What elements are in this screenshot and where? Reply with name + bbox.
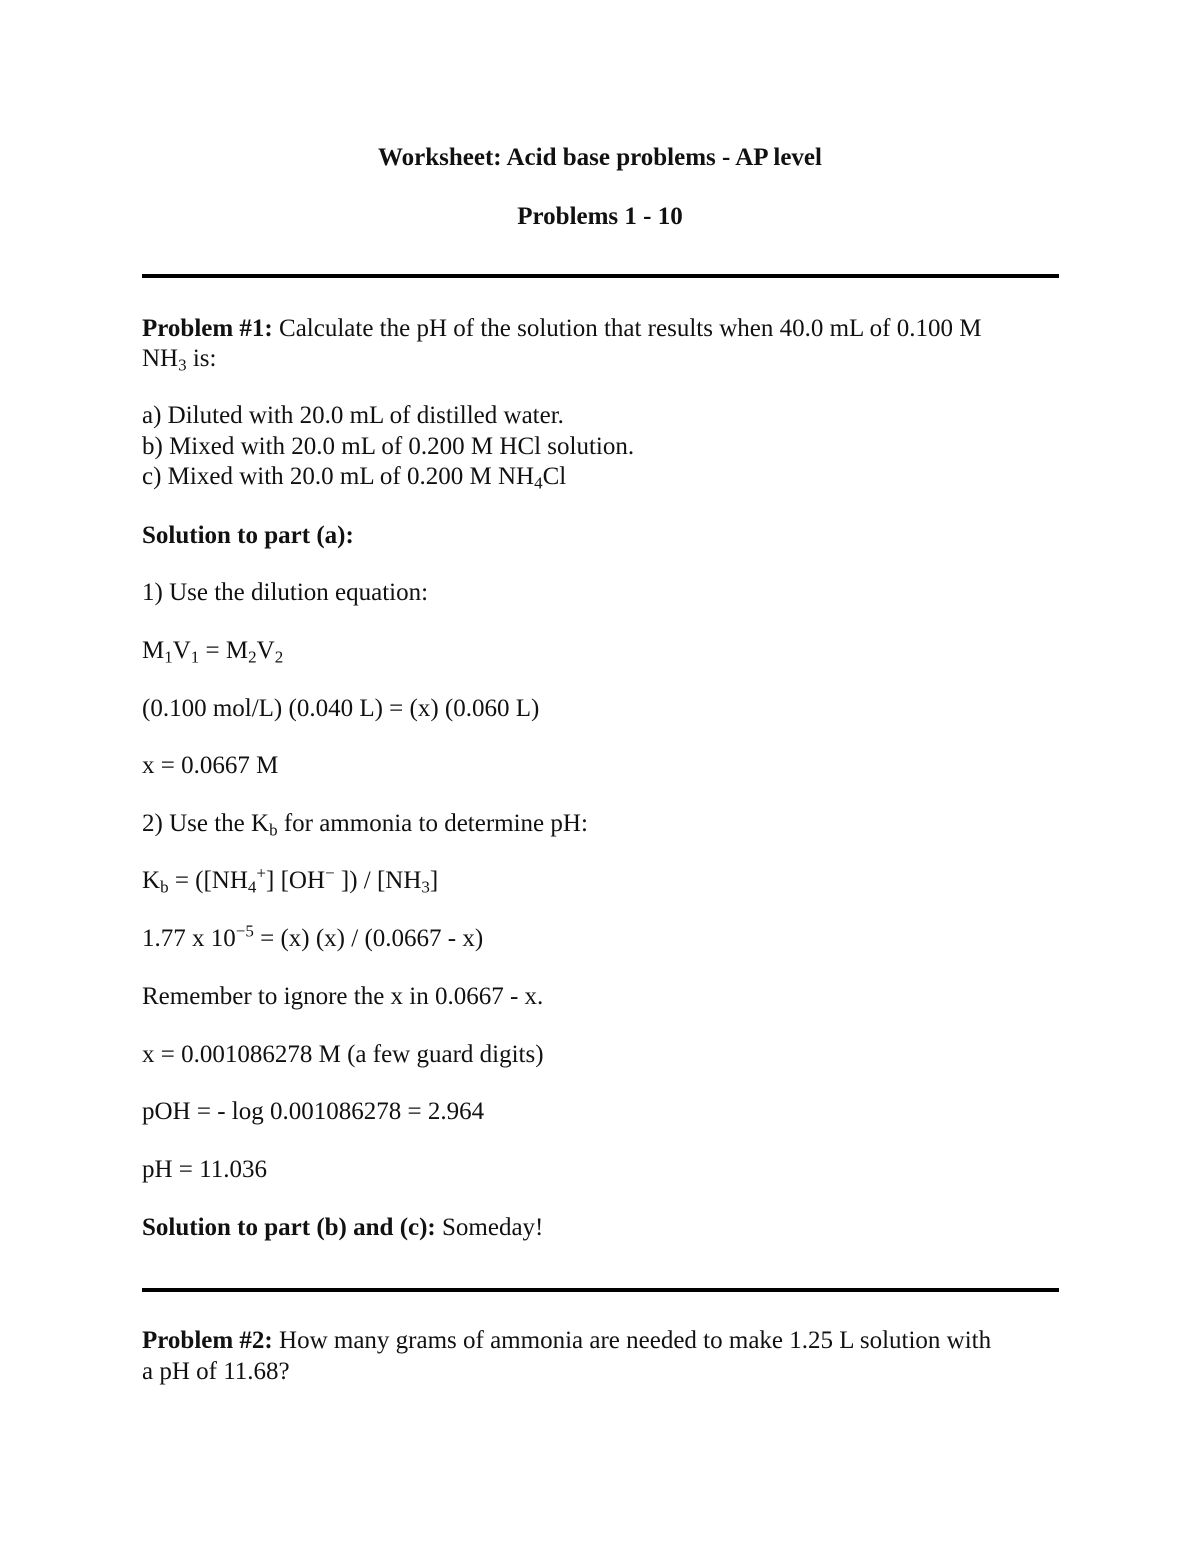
problem-1-part-b: b) Mixed with 20.0 mL of 0.200 M HCl solution. <box>142 433 635 460</box>
page-title: Worksheet: Acid base problems - AP level <box>378 144 822 171</box>
page-subtitle: Problems 1 - 10 <box>517 203 683 230</box>
problem-1-part-c: c) Mixed with 20.0 mL of 0.200 M $NH_4Cl$ <box>142 463 567 493</box>
solution-a-heading: Solution to part (a): <box>142 522 354 549</box>
problem-1-part-a: a) Diluted with 20.0 mL of distilled water. <box>142 402 564 429</box>
problem-1-text: Calculate the pH of the solution that results when 40.0 mL of 0.100 M <box>272 315 982 342</box>
problem-1-label: Problem #1: <box>142 315 273 342</box>
section-divider <box>142 1288 1059 1292</box>
problem-1-line-2: $NH_3$ is: <box>142 345 217 375</box>
problem-2-text: How many grams of ammonia are needed to make 1.25 L solution with <box>272 1327 992 1354</box>
problem-2-line-2: a pH of 11.68? <box>142 1358 290 1385</box>
ph-result: pH = 11.036 <box>142 1156 267 1183</box>
problem-1-line-1 <box>142 314 981 344</box>
section-divider <box>142 274 1059 278</box>
problem-2-label: Problem #2: <box>142 1327 273 1354</box>
kb-calculation: 1.77 x $10^{-5} = (x)$ (x) / (0.0667 - x) <box>142 921 484 952</box>
hydroxide-result: x = 0.001086278 M (a few guard digits) <box>142 1041 544 1068</box>
dilution-equation: $M_1V_1 = M_2V_2$ <box>142 637 284 667</box>
solution-a-step-1: 1) Use the dilution equation: <box>142 579 429 606</box>
solution-bc-line <box>142 1213 543 1243</box>
approximation-note: Remember to ignore the x in 0.0667 - x. <box>142 983 544 1010</box>
solution-bc-text: Someday! <box>435 1214 544 1241</box>
dilution-result: x = 0.0667 M <box>142 752 279 779</box>
solution-a-step-2: 2) Use the $K_b$ for ammonia to determine pH: <box>142 810 588 840</box>
dilution-calculation: (0.100 mol/L) (0.040 L) = (x) (0.060 L) <box>142 695 540 722</box>
problem-2-line-1 <box>142 1326 991 1356</box>
poh-result: pOH = - log 0.001086278 = 2.964 <box>142 1098 485 1125</box>
solution-bc-heading: Solution to part (b) and (c): <box>142 1214 436 1241</box>
kb-expression: $K_b = ([NH_4^+]$ [OH− ]) / $[NH_3]$ <box>142 863 439 897</box>
